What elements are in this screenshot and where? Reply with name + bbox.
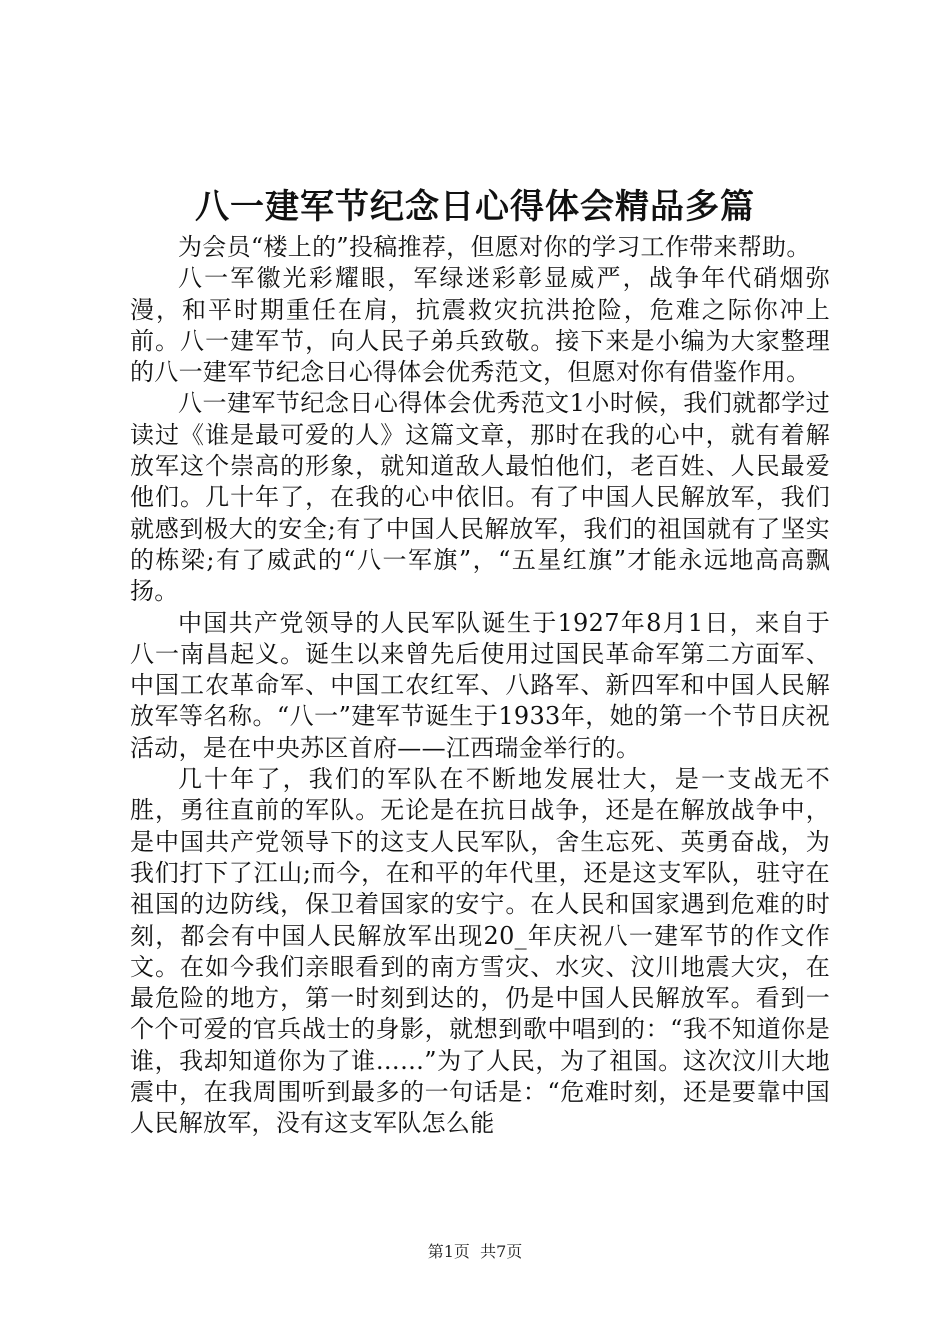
- document-title: 八一建军节纪念日心得体会精品多篇: [195, 187, 755, 227]
- paragraph-intro: 为会员“楼上的”投稿推荐，但愿对你的学习工作带来帮助。: [178, 233, 811, 261]
- paragraph-army-development: 几十年了，我们的军队在不断地发展壮大，是一支战无不胜，勇往直前的军队。无论是在抗日战争，还是在解放战争中，是中国共产党领导下的这支人民军队，舍生忘死、英勇奋战，为我们打下了江山;而今，在和平的年代里，还是这支军队，驻守在祖国的边防线，保卫着国家的安宁。在人民和国家遇到危难的时刻，都会有中国人民解放军出现20_年庆祝八一建军节的作文作文。在如今我们亲眼看到的南方雪灾、水灾、汶川地震大灾，在最危险的地方，第一时刻到达的，仍是中国人民解放军。看到一个个可爱的官兵战士的身影，就想到歌中唱到的：“我不知道你是谁，我却知道你为了谁……”为了人民，为了祖国。这次汶川大地震中，在我周围听到最多的一句话是：“危难时刻，还是要靠中国人民解放军，没有这支军队怎么能: [130, 765, 830, 1138]
- page-number: 第1页 共7页: [427, 1242, 523, 1261]
- paragraph-history: 中国共产党领导的人民军队诞生于1927年8月1日，来自于八一南昌起义。诞生以来曾先后使用过国民革命军第二方面军、中国工农革命军、中国工农红军、八路军、新四军和中国人民解放军等名称。“八一”建军节诞生于1933年，她的第一个节日庆祝活动，是在中央苏区首府——江西瑞金举行的。: [130, 608, 830, 762]
- paragraph-overview: 八一军徽光彩耀眼，军绿迷彩彰显威严，战争年代硝烟弥漫，和平时期重任在肩，抗震救灾抗洪抢险，危难之际你冲上前。八一建军节，向人民子弟兵致敬。接下来是小编为大家整理的八一建军节纪念日心得体会优秀范文，但愿对你有借鉴作用。: [130, 264, 830, 387]
- page-footer: [0, 1240, 950, 1264]
- document-body: [130, 232, 830, 1140]
- paragraph-essay-1: 八一建军节纪念日心得体会优秀范文1小时候，我们就都学过读过《谁是最可爱的人》这篇文章，那时在我的心中，就有着解放军这个崇高的形象，就知道敌人最怕他们，老百姓、人民最爱他们。几十年了，在我的心中依旧。有了中国人民解放军，我们就感到极大的安全;有了中国人民解放军，我们的祖国就有了坚实的栋梁;有了威武的“八一军旗”，“五星红旗”才能永远地高高飘扬。: [130, 389, 830, 606]
